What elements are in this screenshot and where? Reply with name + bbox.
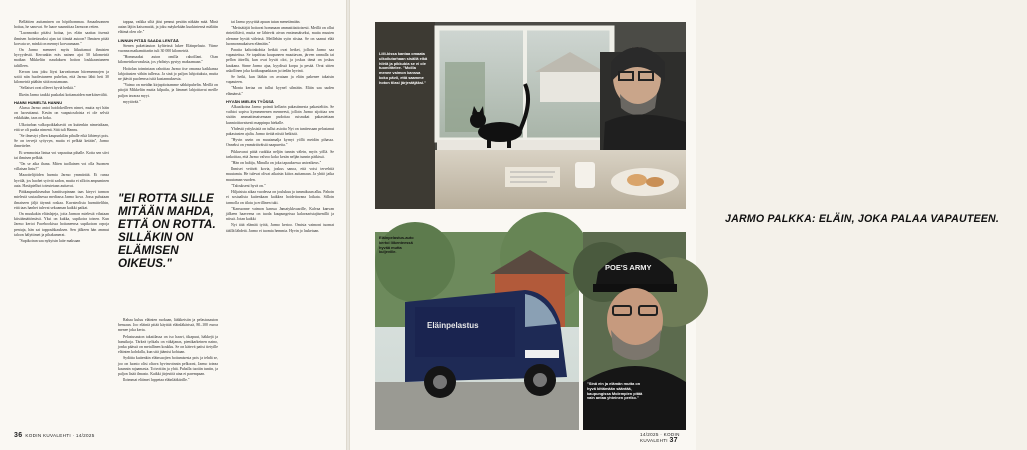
photo-portrait <box>583 232 686 430</box>
subheading: LINNUN PITÄÄ SAADA LENTÄÄ <box>118 37 179 43</box>
paragraph: Pikkuvarat pitää ruokkia neljän tunnin välein, myös yöllä. Se tarkoittaa, että Jarmo valvoo koko kesän neljän tunnin pätkissä. <box>226 149 334 159</box>
paragraph: tai Jarmo pysyttää apuun tutun menetämään. <box>231 20 301 24</box>
paragraph: "Vaimo on meidän kirjapitoisamme sähköpuhelin. Meillä on pitojät Mikkeliin mutta kilpailu, ja lämmet lahjoittavat meille paljon tavaraa myyt. <box>118 83 218 98</box>
paragraph: tappaa, vaikka siltä jäisi pennut pesään näkään mää. Minä autan läjiin kaisomattä, ja joku mäykekään kuokintensä mäläiin eläimä olen ole." <box>118 20 218 35</box>
paragraph: Kerran taas joku löysi karvattoman hiiremennojen ja sotiti niin huolestuneen puhelun, että Jarmo lähti heti 30 kilometriä päähän siitä noutamaan. <box>14 69 109 85</box>
article-column-2-lower <box>118 318 218 428</box>
right-page <box>350 0 1000 450</box>
cap-text: POE'S ARMY <box>605 263 652 272</box>
article-column-2 <box>118 20 218 188</box>
paragraph: Hiljaisista aikaa vuodessa on joulukuu ja tammikuun alku. Pahoin ei sosiaalista kuitenkaan kaikkea hoidettavana loikata. Silloin tarmolla on tilatu ja erillinen tuki. <box>226 190 334 205</box>
folio-label-right: 14/2025 · KODIN KUVALEHTI <box>640 432 680 443</box>
paragraph: "Sellaiset ovat olleeet hyviä hetkiä." <box>19 86 76 91</box>
paragraph: "Hyvin usein on muutamalja kyrnyt yöllä meidän pihassa. Onneksi on ymmärtäväisiä naapureita." <box>226 138 334 148</box>
paragraph: "Mettsätäjät hoitavat hommaan ammattitaitoisesti. Meillä on ollut rinteiöltävä, mutta ne lähtevät aivan ensimmäiseksi, mutta muuten olemme hyvää väleissä. Meillehän syön riistaa. Se on saanut elää luonnonmukaisen elämään." <box>226 26 334 46</box>
van-lettering: Eläinpelastus <box>427 321 479 330</box>
subheading: HYVÄN MIELEN TYÖSSÄ <box>226 98 274 104</box>
left-page <box>0 0 346 450</box>
paragraph: "Hän on haltija, Minulla on joka tapauksessa univaikeus." <box>231 161 322 166</box>
caption-van: Eläinpelastus-auto kertoi liikenteessä hyvää mutta kuljeville. <box>379 235 414 255</box>
folio-left <box>14 432 95 439</box>
paragraph: "Taloukseni hyvä on." <box>231 183 266 188</box>
paragraph: "Monta kertaa on tullut kyynel silmään. Eläin saa uuden elämänsä." <box>226 86 334 96</box>
photo-van-illustration <box>375 232 579 430</box>
paragraph: Alussa Jarmo antoi hoidokeilleen nimet, mutta nyt häin on luovuttanut. Kesän on vaaputosdoista ei ole selviä erkkikään, taas on koka. <box>14 106 109 121</box>
paragraph: Ihmiset vetävät kovia, joskus sanoa, että voisi tervehtiä muutamia. He tulevat olivat aikaisin kiitos auttamaan. Ja yhtiö jatka muutaman vuoden. <box>226 167 334 182</box>
paragraph: "On se aika ihana. Miten tuollainen voi olla Suomen villaisan lintu?" <box>14 162 109 172</box>
paragraph: Se hetki, kun lääkin on avataan ja eläin pakenee takaisin vapauteen. <box>226 75 334 85</box>
article-column-3 <box>226 20 334 428</box>
paragraph: Ulkotarhan valkopoikkahaviti on kuitenkin nimetaltaan, että se oli puaka nimenä. Sitä tuli Hannu. <box>14 122 109 132</box>
subheading: HANNI HUMELTA HANNU <box>14 99 63 105</box>
page-number-left: 36 <box>14 432 23 439</box>
paragraph: On muukakin eläinlajeja, joita Jarmon mielestä vihataan kiisttämättömästi. Yksi on kukka, supikoira toinen. Kun Jarmo kertoi Facebookissa hoitaneensa supikoiran orpoja pentuja, hän sai tappouhkauksen. Sen jälkeen hän ammut taloon hälyttimet ja pihakamerat. <box>14 211 109 237</box>
paragraph: Rahaa kuluu eläinten ruokaan, lääkkeisiin ja pelastusauton bensaan. Joo eläintä pitää käyttää eläinläkärissä, 80–100 euroa menee joka kerta. <box>118 318 218 333</box>
paragraph: myytävää." <box>123 99 141 104</box>
paragraph: Bellättien auttaminen on höpöhommaa. Amaahsonnen hoitaa, he sanovat. Se laaoe suunnittaa Jarmoon retien. <box>14 20 109 30</box>
paragraph: "Supikoiran saa nykyisin laite maksaan <box>19 238 81 243</box>
paragraph: "Luonnonko pitäisi hoitaa, jos eläin saattaa itsensä ihmisen hoitettavaksi ajan tai tiimää autoon? Ihmisen pitää korvata se, minkä on mennyt korvaamaan." <box>14 31 109 46</box>
paragraph: Iloimmat eläimet loppetaa eläinlääkärille." <box>123 378 190 383</box>
paragraph: On Jarmo menneet myös liikuttamat ihmisten hyvyydestä. Kerrankin eräs nainen ajoi 50 kilometriä matkan Mikkeliin naudaksen hoiton loukkaantuneen taltilleen. <box>14 48 109 68</box>
paragraph: Sydätta kuitenkin eläinsuojien hoitamisesta pois ja tehdä se, joo on luonto olisi oltava hyvinvoinnin pelkooni, Jarmo toteaa kaunnin rajaamasta. Toivottiin ja yhtä. Puhalla tuotiin tuntin, ja paljon lisää ilmasto. Kaikki järjestöä aina ei parempaan. <box>118 356 218 377</box>
paragraph: "Se ilmestyi ylhen kaupunkilän pihalle eikä lähtenyt pois. Se on tervejä syöyvyn, mutta ei pelkää ketään", Jarmo ihmettelee. <box>14 134 109 149</box>
folio-label-left: KODIN KUVALEHTI · 14/2025 <box>25 433 95 438</box>
feature-headline: JARMO PALKKA: ELÄIN, JOKA PALAA VAPAUTEEN. <box>725 213 1000 225</box>
paragraph: Nyt tätä elämää työtä, Jarmo kertoo. Omista vaimoni tuomat täällä lähdetä. Jarmo ei tuomia hemmia. Hyvin jo lasketaan. <box>226 223 334 233</box>
paragraph: Ilkeän Jarmo taukki puskaksi kotiamaiden merkitsevältä. <box>19 92 108 97</box>
caption-portrait: "Sinä ein ja elämän mutta on hyvä kittämään sääntää, kaupungissa Molempien pitää vain antaa yhteinen periko." <box>587 381 643 401</box>
caption-cat: Liili-kissa kantaa omaata ulkoilutarhaan sisällä eikä hiiriä ja pikkubia se ei ole tuomiittelee. "Moilla menee vaimon kanssa koko pävii, että saamme hoton tilasi järjestäjäksi." <box>379 51 428 85</box>
paragraph: Paraita kaltoinkohtia hetkiä ovat hetket, jolloin Jarmo saa vapautettua. Se tapahtuu kaupuneen muuttavan, järven rannalla tai pellon äärellä, kun ovat hyvät olot, ja joskus tämä on joskus kaukana. Sinne Jarmo ajaa, kyydissä korpu ja pesää. Ovat sitten uskollinen joka kotikaupunkiaan ja tiedän hyvinä. <box>226 48 334 73</box>
paragraph: "Hommaaksi auton omilla rahoillani. Otan kilometrikorvauksia, jos yhdistys pystyy maksamaan." <box>118 55 218 65</box>
paragraph: Pääkaupunkiseudun hanitisopinnan taas kieyvi tarmon mielestä sosiaalisessa mediassa Jarmo kova. Jossa puhutaan ilmaiseen jäljä täynnä roskaa. Kuvateolista harmittelihin, että taas hanhet tulevat sekoaman kaikki paikat. <box>14 190 109 210</box>
paragraph: Yhdestä yrityksistä on tullut asioita Nyt on tuntiessaan pelastanut pakastusten ajalta. Jarmo tietää niistä hetkistä. <box>226 126 334 137</box>
paragraph: Alkuaikoina Jarmo poimii kellarin pakastimesta pakasteltiin. Se vaihtoi sopiva kymmenenen menneesä, jolloin Jarmo sijoittaa sen sisään ammattimaisemaan pudottaa ruisnukat pakastettaan kunnioittavaisesti mappinpa hiekalle. <box>226 105 334 125</box>
article-column-1 <box>14 20 109 428</box>
paragraph: Pelastusauton takatilassa on iso haavi, tikapuut, häkkejä ja hansikoja. Tärkeä työkalu on väkäjanas, pienikarkeinen naino, jonka päässä on metallinen koukku. Se on kätevä paitsi tietyille eläinten kohdalla, kun sitä jäämisi kohtaan. <box>118 334 218 355</box>
photo-cat-window <box>375 22 686 209</box>
page-number-right: 37 <box>669 437 678 444</box>
pull-quote: "EI ROTTA SILLE MITÄÄN MAHDA, ETTÄ ON ROTTA. SILLÄKIN ON ELÄMISEN OIKEUS." <box>118 192 216 270</box>
folio-right <box>640 432 696 444</box>
photo-van <box>375 232 579 430</box>
paragraph: Hoitolan toimintaan rahoittaa Jarmo itse omansa kaikkansa lahjoitusten vähän tullessa. Ja sinä jo paljon lahjoituksia, mutta ne jäävät puoleensa isitä kustannuksesta. <box>118 66 218 82</box>
paragraph: "Kanssonne vaimon kanssa Jamaiykkvaarille, Kalvaa kanvan jälkeen haaveena on tuoda kaupungeissa kalavaaristajäsenillä ja niissä. Jotan kaikki <box>226 206 334 222</box>
paragraph: Ei semmoista lintua voi vapauttaa pihalle. Kotta sen siivi tai ihmisen pelkää. <box>14 150 109 160</box>
paragraph: Stenen pakettiauton kyltteissä lukee Eläinpelasto. Viime vuonna matkamittariin tuli 30 000 kilometriä. <box>118 43 218 54</box>
paragraph: Maaottelijöiden harmia Jarmo ymmärtää. Ei runsa hyvälä, jos haohet syövät sadon, mutta ei silloin ampuminen auta. Hasitptelhot toteutetaan auttavat. <box>14 173 109 188</box>
